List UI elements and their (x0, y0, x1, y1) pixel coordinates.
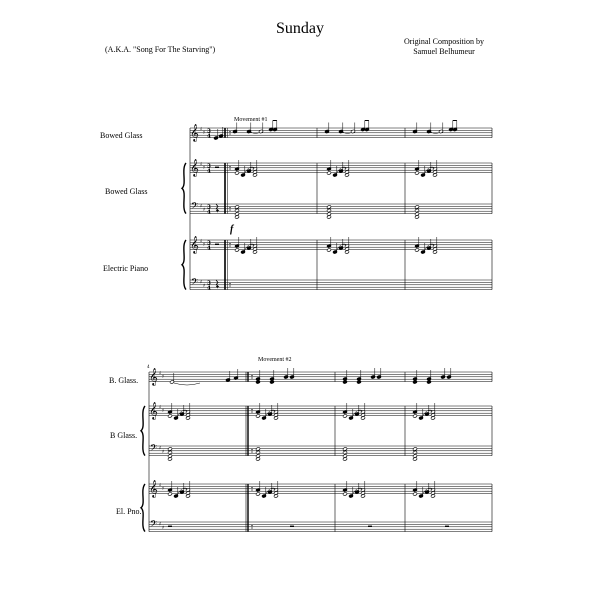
time-signature-bottom: 4 (207, 209, 211, 216)
repeat-dot (229, 166, 230, 167)
repeat-dot (251, 377, 252, 378)
repeat-dot (229, 133, 230, 134)
time-signature-top: 3 (207, 204, 211, 211)
sharp-sign: ♯ (202, 165, 206, 171)
repeat-dot (251, 449, 252, 450)
rest (290, 526, 294, 527)
bass-chord-note (168, 451, 173, 455)
sharp-sign: ♯ (202, 207, 206, 214)
bass-chord-note (413, 451, 418, 455)
score-title: Sunday (276, 20, 324, 37)
rest (368, 526, 372, 527)
bass-chord-note (235, 215, 240, 219)
sharp-sign: ♯ (202, 283, 206, 290)
melody-chord-note (427, 380, 432, 384)
arpeggio-note (433, 250, 438, 254)
melody-chord-note (270, 380, 275, 384)
repeat-dot (229, 209, 230, 210)
system2-movement-marking: Movement #2 (258, 357, 292, 363)
sharp-sign: ♯ (161, 525, 165, 532)
bass-chord-note (235, 205, 240, 209)
bass-clef: 𝄢 (191, 276, 199, 290)
treble-clef: 𝄞 (149, 401, 158, 420)
bass-chord-note (413, 447, 418, 451)
harmony-note (413, 492, 418, 496)
sharp-sign: ♯ (159, 521, 162, 528)
repeat-dot (229, 168, 230, 169)
system1-label-bowed-glass: Bowed Glass (100, 131, 143, 140)
bass-chord-note (327, 205, 332, 209)
repeat-dot (229, 245, 230, 246)
bass-chord-note (343, 447, 348, 451)
arpeggio-note (433, 173, 438, 177)
repeat-dot (229, 131, 230, 132)
sharp-sign: ♯ (159, 445, 162, 452)
repeat-dot (251, 411, 252, 412)
bass-chord-note (415, 215, 420, 219)
sharp-sign: ♯ (200, 279, 203, 286)
bass-chord-note (413, 457, 418, 461)
arpeggio-note (361, 494, 366, 498)
time-signature-bottom: 4 (207, 168, 211, 175)
bass-chord-note (256, 457, 261, 461)
treble-clef: 𝄞 (190, 158, 199, 177)
rest (168, 526, 172, 527)
melody-chord-note (413, 380, 418, 384)
sharp-sign: ♯ (161, 374, 165, 380)
bass-clef: 𝄢 (150, 518, 158, 532)
repeat-dot (251, 487, 252, 488)
repeat-dot (251, 525, 252, 526)
harmony-note (168, 414, 173, 418)
repeat-dot (229, 285, 230, 286)
sharp-sign: ♯ (161, 486, 165, 492)
time-signature-bottom: 4 (207, 133, 211, 140)
harmony-note (343, 414, 348, 418)
harmony-note (235, 248, 240, 252)
harmony-note (327, 171, 332, 175)
sharp-sign: ♯ (161, 408, 165, 414)
grand-staff-brace (182, 240, 186, 290)
measure-number: 4 (147, 365, 150, 370)
system1-label-bowed-glass-piano: Bowed Glass (105, 187, 148, 196)
system1-movement-marking: Movement #1 (234, 117, 268, 123)
time-signature-top: 3 (207, 128, 211, 135)
arpeggio-note (274, 494, 279, 498)
system2-label-bowed-glass-piano: B Glass. (110, 431, 138, 440)
arpeggio-note (186, 494, 191, 498)
bass-chord-note (415, 209, 420, 213)
sharp-sign: ♯ (159, 482, 162, 489)
repeat-dot (229, 283, 230, 284)
score-subtitle: (A.K.A. "Song For The Starving") (105, 45, 216, 54)
repeat-dot (229, 243, 230, 244)
dynamic-forte: f (230, 224, 234, 235)
bass-chord-note (256, 447, 261, 451)
bass-chord-note (256, 451, 261, 455)
system2-label-bowed-glass: B. Glass. (109, 376, 139, 385)
repeat-dot (251, 409, 252, 410)
bass-chord-note (235, 209, 240, 213)
harmony-note (413, 414, 418, 418)
bass-clef: 𝄢 (191, 200, 199, 214)
melody-chord-note (343, 380, 348, 384)
repeat-dot (229, 207, 230, 208)
sharp-sign: ♯ (161, 449, 165, 456)
time-signature-bottom: 4 (207, 285, 211, 292)
harmony-note (256, 492, 261, 496)
harmony-note (235, 171, 240, 175)
bass-chord-note (343, 451, 348, 455)
time-signature-top: 3 (207, 280, 211, 287)
rest (215, 244, 219, 245)
grand-staff-brace (182, 163, 186, 214)
harmony-note (256, 414, 261, 418)
arpeggio-note (431, 494, 436, 498)
repeat-dot (251, 527, 252, 528)
system2-label-electric-piano: El. Pno. (116, 507, 142, 516)
sharp-sign: ♯ (159, 370, 162, 377)
arpeggio-note (345, 250, 350, 254)
arpeggio-note (253, 250, 258, 254)
melody-chord-note (357, 380, 362, 384)
sharp-sign: ♯ (202, 130, 206, 136)
harmony-note (327, 248, 332, 252)
sharp-sign: ♯ (200, 203, 203, 210)
rest (215, 167, 219, 168)
slur (174, 383, 200, 385)
treble-clef: 𝄞 (149, 479, 158, 498)
treble-clef: 𝄞 (190, 235, 199, 254)
sharp-sign: ♯ (159, 404, 162, 411)
arpeggio-note (345, 173, 350, 177)
harmony-note (343, 492, 348, 496)
time-signature-top: 3 (207, 163, 211, 170)
arpeggio-note (431, 416, 436, 420)
arpeggio-note (186, 416, 191, 420)
bass-chord-note (168, 457, 173, 461)
treble-clef: 𝄞 (190, 123, 199, 142)
repeat-dot (251, 451, 252, 452)
bass-chord-note (327, 215, 332, 219)
arpeggio-note (274, 416, 279, 420)
bass-chord-note (327, 209, 332, 213)
melody-chord-note (256, 380, 261, 384)
treble-clef: 𝄞 (149, 367, 158, 386)
composer-line-2: Samuel Belhumeur (413, 47, 475, 56)
bass-chord-note (343, 457, 348, 461)
grand-staff-brace (141, 406, 145, 456)
bass-chord-note (168, 447, 173, 451)
sharp-sign: ♯ (200, 161, 203, 168)
time-signature-bottom: 4 (207, 245, 211, 252)
arpeggio-note (361, 416, 366, 420)
harmony-note (168, 492, 173, 496)
sharp-sign: ♯ (200, 126, 203, 133)
grand-staff-brace (141, 484, 145, 532)
bass-clef: 𝄢 (150, 442, 158, 456)
time-signature-top: 3 (207, 240, 211, 247)
composer-line-1: Original Composition by (404, 37, 484, 46)
bass-chord-note (415, 205, 420, 209)
sharp-sign: ♯ (202, 242, 206, 248)
sharp-sign: ♯ (200, 238, 203, 245)
harmony-note (415, 248, 420, 252)
system1-label-electric-piano: Electric Piano (103, 264, 149, 273)
harmony-note (415, 171, 420, 175)
repeat-dot (251, 375, 252, 376)
repeat-dot (251, 489, 252, 490)
rest (445, 526, 449, 527)
arpeggio-note (253, 173, 258, 177)
